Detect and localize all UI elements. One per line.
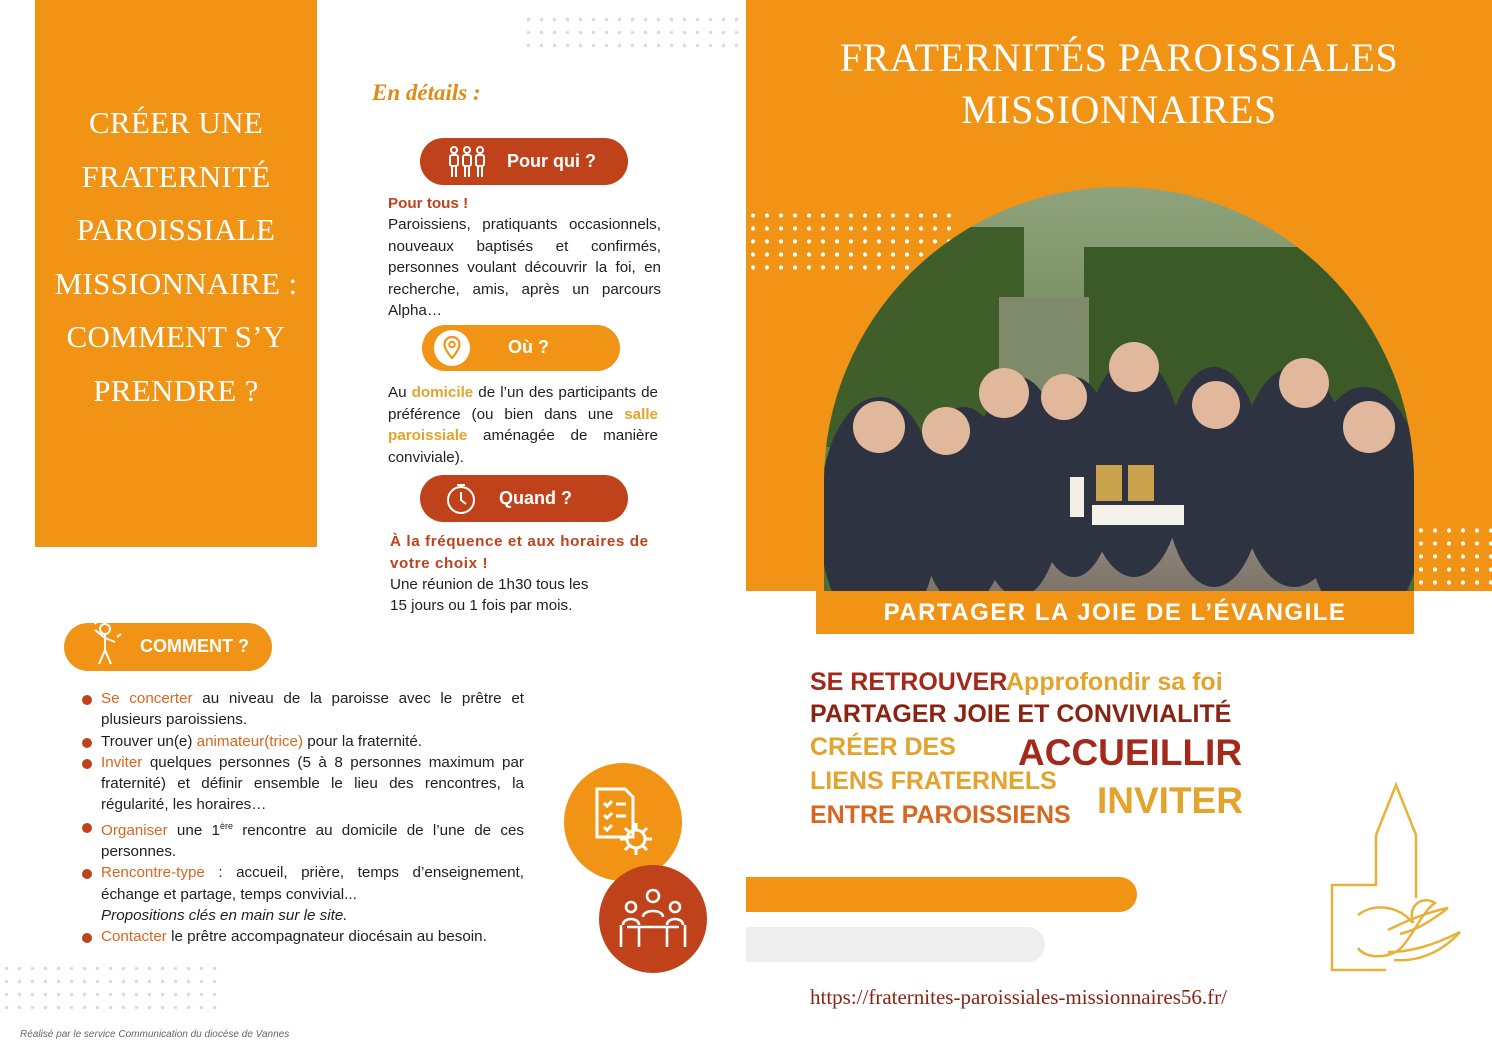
details-heading: En détails :: [372, 80, 481, 105]
church-hands-logo-icon: [1328, 780, 1464, 976]
left-title: CRÉER UNE FRATERNITÉ PAROISSIALE MISSIONNAIRE : COMMENT S’Y PRENDRE ?: [54, 105, 298, 408]
decor-dots-bottom: [0, 962, 222, 1018]
decor-dots-top: [522, 13, 744, 55]
pour-qui-lead: Pour tous !: [388, 195, 469, 212]
pour-qui-pill: [420, 138, 628, 185]
list-item: Inviter quelques personnes (5 à 8 personnes maximum par fraternité) et définir ensemble le lieu des rencontres, la régularité, les horaires…: [82, 752, 524, 816]
ou-pill: [422, 325, 620, 371]
quand-text-2: 15 jours ou 1 fois par mois.: [390, 597, 573, 614]
word-creer-2: LIENS FRATERNELS: [810, 767, 1057, 795]
word-inviter: INVITER: [1097, 780, 1243, 821]
pour-qui-label: Pour qui ?: [507, 151, 596, 171]
comment-list: [82, 688, 524, 948]
quand-label: Quand ?: [499, 488, 572, 508]
meeting-table-icon: [599, 865, 707, 973]
document-gear-circle: [564, 763, 682, 881]
list-item: Rencontre-type : accueil, prière, temps d’enseignement, échange et partage, temps convivial... Propositions clés en main sur le site.: [82, 862, 524, 926]
word-creer-1: CRÉER DES: [810, 733, 956, 761]
ou-text: Au domicile de l’un des participants de préférence (ou bien dans une salle paroissiale aménagée de manière conviviale).: [388, 384, 659, 466]
right-title: FRATERNITÉS PAROISSIALES MISSIONNAIRES: [839, 35, 1399, 132]
comment-label: COMMENT ?: [140, 636, 249, 656]
website-link[interactable]: https://fraternites-paroissiales-missionnaires56.fr/: [810, 985, 1227, 1009]
grey-bar: [746, 927, 1045, 962]
banner-partager: PARTAGER LA JOIE DE L’ÉVANGILE: [816, 591, 1414, 634]
stick-figure-icon: [88, 615, 124, 667]
comment-pill: [64, 623, 272, 671]
meeting-circle: [599, 865, 707, 973]
word-approfondir: Approfondir sa foi: [1006, 668, 1223, 696]
list-item: Contacter le prêtre accompagnateur diocésain au besoin.: [82, 926, 524, 947]
list-item: Se concerter au niveau de la paroisse avec le prêtre et plusieurs paroissiens.: [82, 688, 524, 731]
quand-text-1: Une réunion de 1h30 tous les: [390, 576, 589, 593]
pour-qui-text: Paroissiens, pratiquants occasionnels, nouveaux baptisés et confirmés, personnes voulant découvrir la foi, en recherche, amis, après un parcours Alpha…: [388, 216, 661, 319]
word-se-retrouver: SE RETROUVER: [810, 668, 1008, 696]
orange-bar: [746, 877, 1137, 912]
quand-pill: [420, 475, 628, 522]
document-gear-icon: [564, 763, 682, 881]
list-item: Organiser une 1ère rencontre au domicile de l’une de ces personnes.: [82, 816, 524, 863]
credit-text: Réalisé par le service Communication du diocèse de Vannes: [20, 1029, 290, 1040]
ou-label: Où ?: [508, 337, 549, 357]
word-partager: PARTAGER JOIE ET CONVIVIALITÉ: [810, 700, 1232, 728]
people-icon: [448, 146, 486, 178]
quand-lead: À la fréquence et aux horaires de votre choix !: [390, 533, 649, 572]
word-accueillir: ACCUEILLIR: [1018, 732, 1243, 773]
location-pin-icon: [433, 329, 471, 367]
list-item: Trouver un(e) animateur(trice) pour la fraternité.: [82, 731, 524, 752]
word-creer-3: ENTRE PAROISSIENS: [810, 801, 1071, 829]
clock-icon: [444, 482, 478, 516]
